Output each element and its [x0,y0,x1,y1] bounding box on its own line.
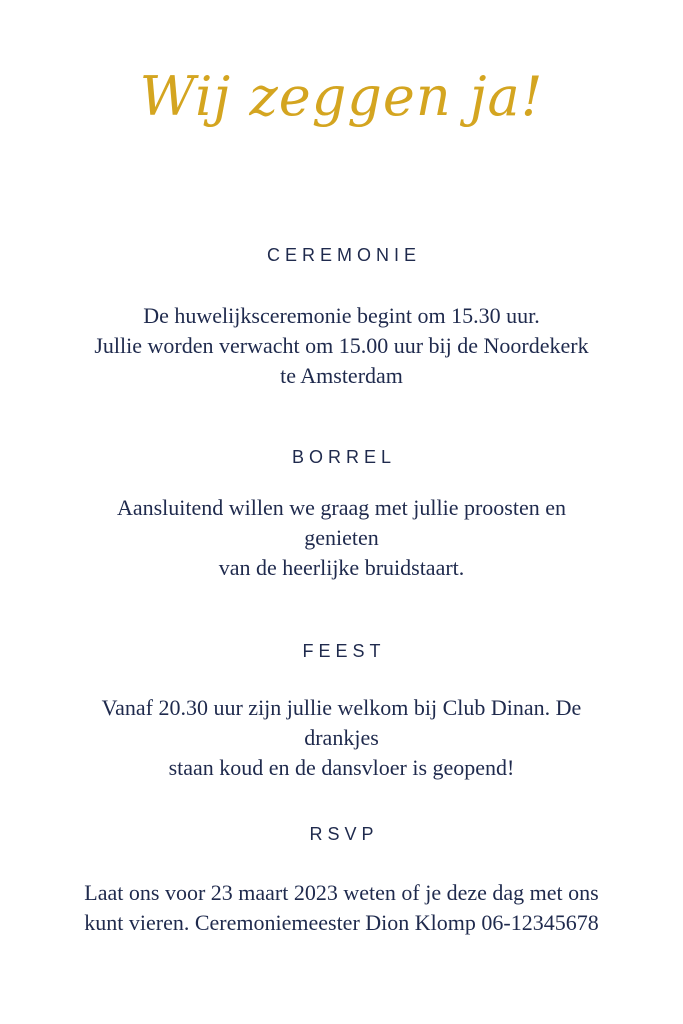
text-line: Vanaf 20.30 uur zijn jullie welkom bij Club Dinan. De [101,695,582,720]
text-line: staan koud en de dansvloer is geopend! [168,755,515,780]
text-line: Jullie worden verwacht om 15.00 uur bij de Noordekerk [94,333,589,358]
text-line: kunt vieren. Ceremoniemeester Dion Klomp 06-12345678 [84,910,599,935]
section-text-ceremonie [40,301,643,391]
section-heading-ceremonie: CEREMONIE [266,245,421,265]
text-line: Laat ons voor 23 maart 2023 weten of je deze dag met ons [84,880,599,905]
section-text-borrel [40,493,643,583]
section-text-feest [40,693,643,783]
section-heading-borrel: BORREL [291,447,397,467]
section-heading-feest: FEEST [302,641,386,661]
text-line: De huwelijksceremonie begint om 15.30 uur. [143,303,540,328]
invitation-title: Wij zeggen ja! [139,65,544,128]
text-line: drankjes [304,725,379,750]
text-line: genieten [304,525,379,550]
text-line: van de heerlijke bruidstaart. [218,555,465,580]
text-line: te Amsterdam [280,363,403,388]
section-text-rsvp [40,878,643,938]
section-heading-rsvp: RSVP [309,824,379,844]
text-line: Aansluitend willen we graag met jullie proosten en [116,495,567,520]
